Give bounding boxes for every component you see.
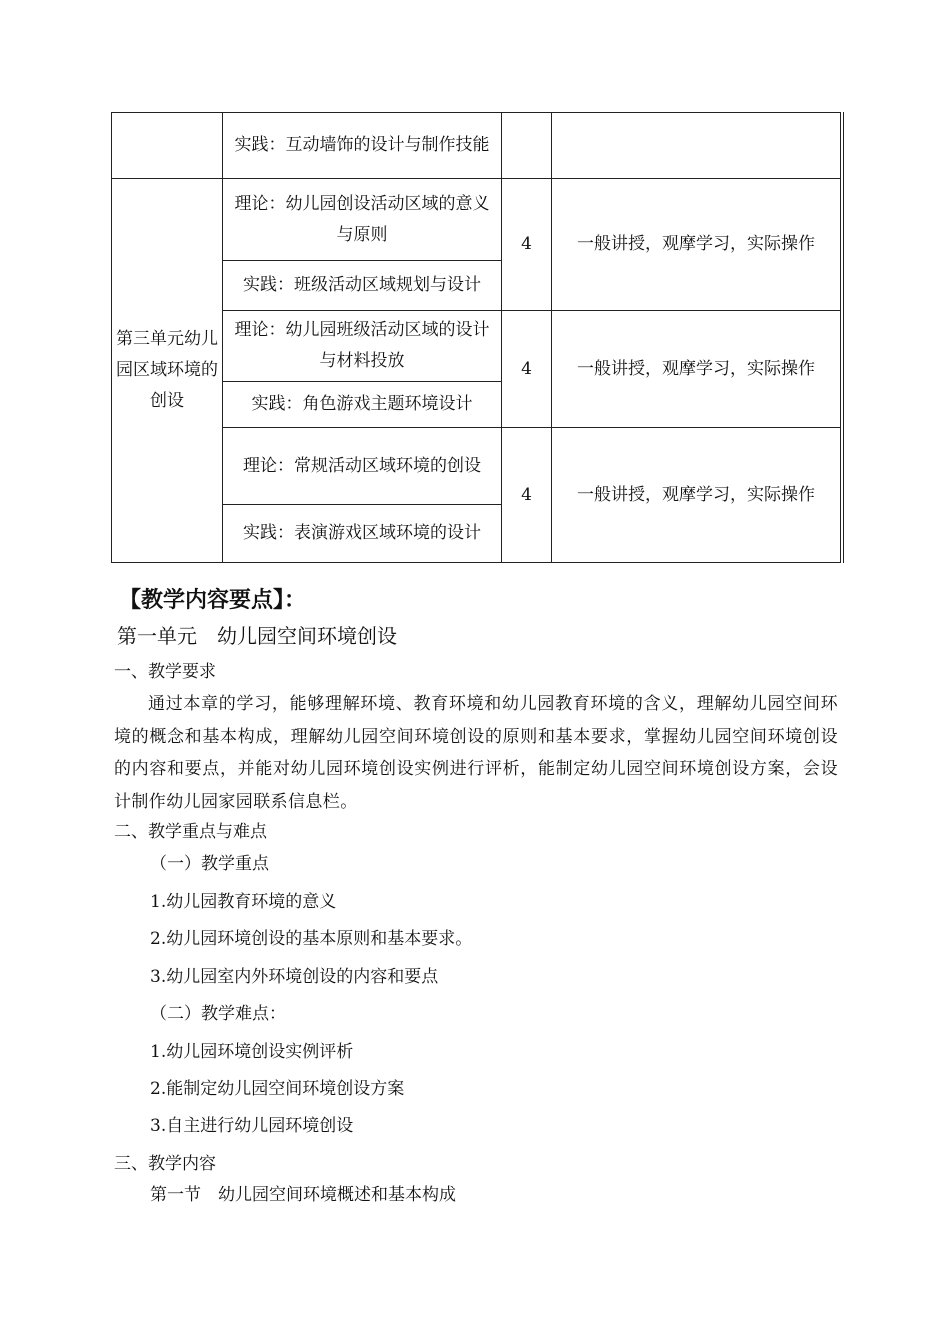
difficult-points-title: （二）教学难点： — [150, 1004, 286, 1024]
topic-cell: 理论：常规活动区域环境的创设 — [223, 428, 502, 505]
method-cell: 一般讲授，观摩学习，实际操作 — [552, 311, 841, 428]
method-cell — [552, 113, 841, 179]
table-outer-border-line — [843, 112, 844, 563]
content-heading: 三、教学内容 — [114, 1154, 216, 1174]
topic-cell: 实践：角色游戏主题环境设计 — [223, 382, 502, 428]
requirements-paragraph: 通过本章的学习，能够理解环境、教育环境和幼儿园教育环境的含义，理解幼儿园空间环境的概念和基本构成，理解幼儿园空间环境创设的原则和基本要求，掌握幼儿园空间环境创设的内容和要点，并能对幼儿园环境创设实例进行评析，能制定幼儿园空间环境创设方案，会设计制作幼儿园家园联系信息栏。 — [114, 694, 838, 812]
hours-cell: 4 — [502, 311, 552, 428]
hours-cell — [502, 113, 552, 179]
method-cell: 一般讲授，观摩学习，实际操作 — [552, 179, 841, 311]
list-item: 2.能制定幼儿园空间环境创设方案 — [150, 1079, 405, 1099]
table-row — [112, 113, 841, 179]
key-difficult-heading: 二、教学重点与难点 — [114, 822, 267, 842]
section-heading: 【教学内容要点】： — [119, 588, 307, 613]
topic-cell: 实践：班级活动区域规划与设计 — [223, 261, 502, 311]
method-cell: 一般讲授，观摩学习，实际操作 — [552, 428, 841, 563]
topic-cell: 理论：幼儿园班级活动区域的设计与材料投放 — [223, 311, 502, 382]
unit-label-cell: 第三单元幼儿园区域环境的创设 — [112, 179, 223, 563]
topic-cell: 理论：幼儿园创设活动区域的意义与原则 — [223, 179, 502, 261]
requirements-heading: 一、教学要求 — [114, 662, 216, 682]
hours-cell: 4 — [502, 428, 552, 563]
list-item: 3.自主进行幼儿园环境创设 — [150, 1116, 354, 1136]
list-item: 2.幼儿园环境创设的基本原则和基本要求。 — [150, 929, 473, 949]
section-title: 第一节 幼儿园空间环境概述和基本构成 — [150, 1185, 456, 1205]
list-item: 3.幼儿园室内外环境创设的内容和要点 — [150, 967, 439, 987]
list-item: 1.幼儿园教育环境的意义 — [150, 892, 337, 912]
course-schedule-table — [111, 112, 841, 563]
table-row — [112, 179, 841, 261]
key-points-title: （一）教学重点 — [150, 854, 269, 874]
topic-cell: 实践：表演游戏区域环境的设计 — [223, 505, 502, 563]
unit-cell-empty — [112, 113, 223, 179]
topic-cell: 实践：互动墙饰的设计与制作技能 — [223, 113, 502, 179]
hours-cell: 4 — [502, 179, 552, 311]
list-item: 1.幼儿园环境创设实例评析 — [150, 1042, 354, 1062]
unit-heading: 第一单元 幼儿园空间环境创设 — [117, 624, 397, 648]
